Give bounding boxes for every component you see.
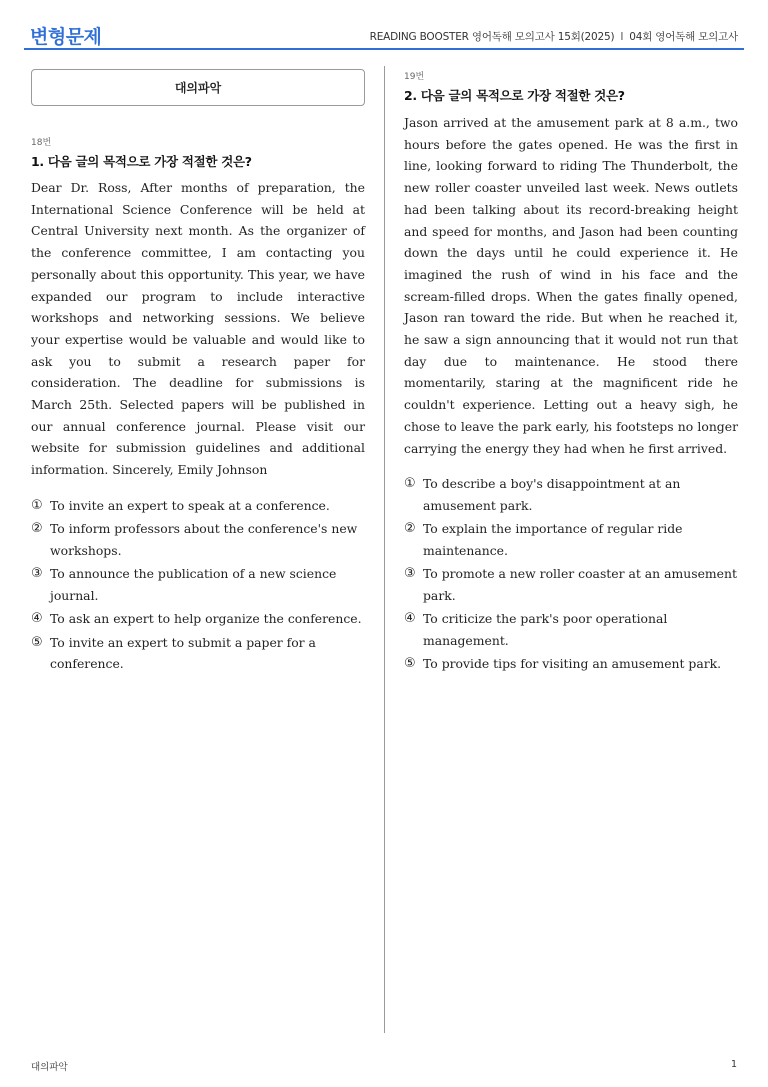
answer-choices [404, 473, 738, 675]
choice-item[interactable] [31, 563, 365, 606]
answer-choices [31, 495, 365, 675]
choice-text: To invite an expert to submit a paper for a conference. [50, 634, 316, 672]
choice-mark: ③ [404, 566, 416, 582]
choice-text: To ask an expert to help organize the conference. [50, 611, 362, 627]
right-column [404, 69, 738, 677]
choice-item[interactable] [404, 608, 738, 651]
choice-mark: ③ [31, 566, 43, 582]
header-separator: I [620, 31, 624, 43]
footer-section: 대의파악 [31, 1062, 68, 1073]
choice-mark: ④ [31, 611, 43, 627]
series-title: READING BOOSTER 영어독해 모의고사 15회(2025) [369, 31, 615, 43]
brand-title: 변형문제 [30, 26, 102, 48]
choice-text: To invite an expert to speak at a conference. [50, 497, 330, 513]
choice-item[interactable] [404, 473, 738, 516]
choice-mark: ⑤ [404, 656, 416, 672]
choice-mark: ④ [404, 611, 416, 627]
header-info [370, 29, 738, 44]
choice-mark: ② [31, 521, 43, 537]
choice-item[interactable] [31, 608, 365, 630]
header-rule [24, 48, 744, 50]
choice-item[interactable] [31, 632, 365, 675]
choice-item[interactable] [404, 653, 738, 675]
choice-text: To describe a boy's disappointment at an amusement park. [423, 476, 681, 513]
question-number: 18번 [31, 138, 52, 148]
choice-text: To announce the publication of a new science journal. [50, 566, 337, 603]
choice-mark: ② [404, 521, 416, 537]
question-title: 1. 다음 글의 목적으로 가장 적절한 것은? [31, 154, 252, 169]
choice-item[interactable] [31, 518, 365, 561]
choice-item[interactable] [404, 518, 738, 561]
exam-title: 04회 영어독해 모의고사 [629, 31, 738, 43]
question-title: 2. 다음 글의 목적으로 가장 적절한 것은? [404, 88, 625, 103]
choice-mark: ⑤ [31, 634, 43, 650]
choice-text: To inform professors about the conference's new workshops. [50, 521, 358, 558]
choice-item[interactable] [404, 563, 738, 606]
choice-mark: ① [31, 497, 43, 513]
section-title: 대의파악 [174, 81, 222, 95]
column-divider [384, 66, 385, 1033]
left-column [31, 69, 365, 677]
choice-mark: ① [404, 476, 416, 492]
passage-text: Dear Dr. Ross, After months of preparation, the International Science Conference will be held at Central University next month. As the organizer of the conference committee, I am contacting you personally about this opportunity. This year, we have expanded our program to include interactive workshops and networking sessions. We believe your expertise would be valuable and would like to ask you to submit a research paper for consideration. The deadline for submissions is March 25th. Selected papers will be published in our annual conference journal. Please visit our website for submission guidelines and additional information. Sincerely, Emily Johnson [31, 180, 365, 478]
choice-item[interactable] [31, 495, 365, 517]
choice-text: To provide tips for visiting an amusement park. [423, 656, 722, 672]
question-number: 19번 [404, 72, 425, 82]
passage-text: Jason arrived at the amusement park at 8 a.m., two hours before the gates opened. He was the first in line, looking forward to riding The Thunderbolt, the new roller coaster unveiled last week. News outlets had been talking about its record-breaking height and speed for months, and Jason had been counting down the days until he could experience it. He imagined the rush of wind in his face and the scream-filled drops. When the gates finally opened, Jason ran toward the ride. But when he reached it, he saw a sign announcing that it would not run that day due to maintenance. He stood there momentarily, staring at the magnificent ride he couldn't experience. Letting out a heavy sigh, he chose to leave the park early, his footsteps no longer carrying the energy they had when he first arrived. [404, 115, 738, 456]
choice-text: To criticize the park's poor operational management. [423, 611, 668, 648]
choice-text: To promote a new roller coaster at an amusement park. [423, 566, 737, 603]
page-number: 1 [730, 1059, 737, 1070]
section-title-box [31, 69, 365, 106]
choice-text: To explain the importance of regular ride maintenance. [423, 521, 683, 558]
